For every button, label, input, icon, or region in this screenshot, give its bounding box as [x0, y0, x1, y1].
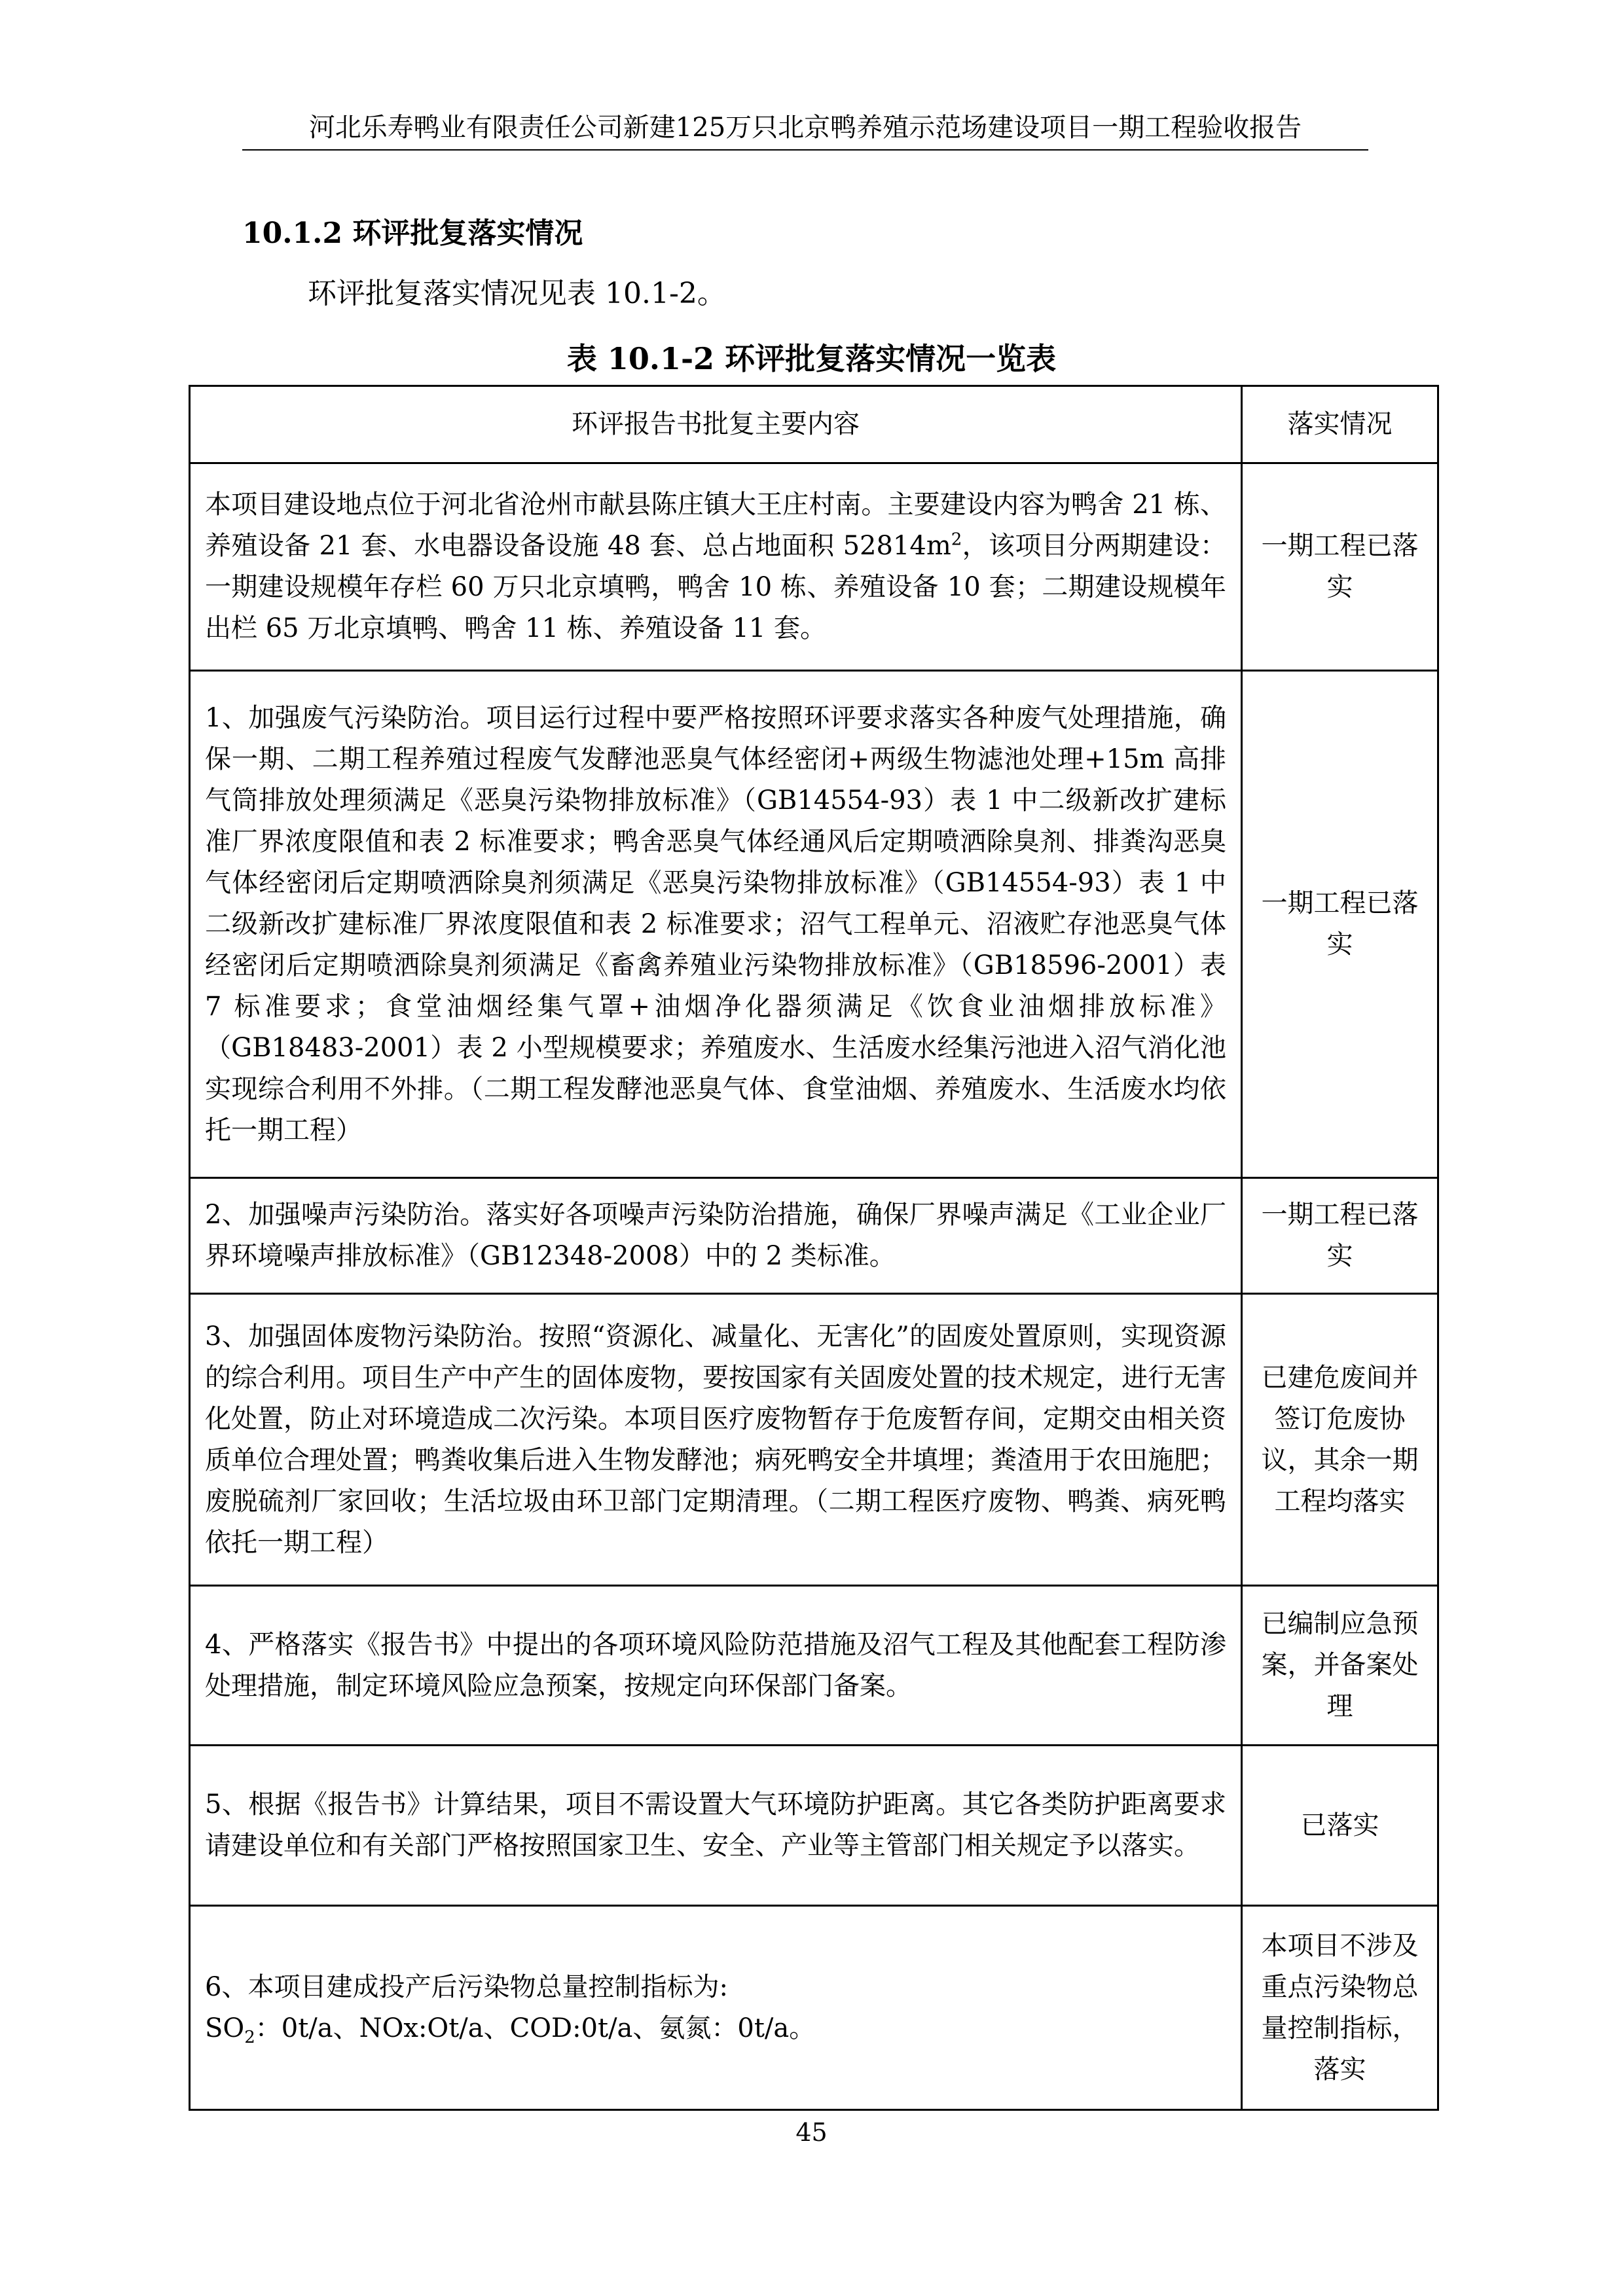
requirement-cell: 2、加强噪声污染防治。落实好各项噪声污染防治措施，确保厂界噪声满足《工业企业厂界环境噪声排放标准》（GB12348-2008）中的 2 类标准。 [190, 1178, 1242, 1294]
intro-paragraph: 环评批复落实情况见表 10.1-2。 [308, 277, 726, 310]
header-divider [242, 149, 1368, 151]
table-row [190, 1178, 1438, 1294]
column-header-status: 落实情况 [1242, 386, 1438, 463]
column-header-requirement: 环评报告书批复主要内容 [190, 386, 1242, 463]
subscript: 2 [244, 2027, 255, 2047]
status-cell: 一期工程已落实 [1242, 463, 1438, 671]
status-cell: 本项目不涉及重点污染物总量控制指标，落实 [1242, 1906, 1438, 2110]
table-row [190, 1746, 1438, 1906]
superscript: 2 [951, 529, 962, 550]
page-number: 45 [795, 2118, 828, 2147]
table-row [190, 1294, 1438, 1586]
quota-values: ：0t/a、NOx:Ot/a、COD:0t/a、氨氮：0t/a。 [255, 2013, 816, 2043]
table-row [190, 463, 1438, 671]
requirement-cell: 3、加强固体废物污染防治。按照“资源化、减量化、无害化”的固废处置原则，实现资源的综合利用。项目生产中产生的固体废物，要按国家有关固废处置的技术规定，进行无害化处置，防止对环境造成二次污染。本项目医疗废物暂存于危废暂存间，定期交由相关资质单位合理处置；鸭粪收集后进入生物发酵池；病死鸭安全井填埋；粪渣用于农田施肥；废脱硫剂厂家回收；生活垃圾由环卫部门定期清理。（二期工程医疗废物、鸭粪、病死鸭依托一期工程） [190, 1294, 1242, 1586]
status-cell: 一期工程已落实 [1242, 671, 1438, 1178]
table-row [190, 1586, 1438, 1746]
status-cell: 已建危废间并签订危废协议，其余一期工程均落实 [1242, 1294, 1438, 1586]
page-header: 河北乐寿鸭业有限责任公司新建125万只北京鸭养殖示范场建设项目一期工程验收报告 [308, 113, 1302, 143]
requirement-text-tail: ，该项目分两期建设：一期建设规模年存栏 60 万只北京填鸭，鸭舍 10 栋、养殖设备 10 套；二期建设规模年出栏 65 万北京填鸭、鸭舍 11 栋、养殖设备 11 套。 [205, 531, 1226, 643]
table-header-row [190, 386, 1438, 463]
table-row [190, 671, 1438, 1178]
status-cell: 已编制应急预案，并备案处理 [1242, 1586, 1438, 1746]
table-title: 表 10.1-2 环评批复落实情况一览表 [566, 341, 1057, 376]
requirement-cell: 1、加强废气污染防治。项目运行过程中要严格按照环评要求落实各种废气处理措施，确保一期、二期工程养殖过程废气发酵池恶臭气体经密闭+两级生物滤池处理+15m 高排气筒排放处理须满足《恶臭污染物排放标准》（GB14554-93）表 1 中二级新改扩建标准厂界浓度限值和表 2 标准要求；鸭舍恶臭气体经通风后定期喷洒除臭剂、排粪沟恶臭气体经密闭后定期喷洒除臭剂须满足《恶臭污染物排放标准》（GB14554-93）表 1 中二级新改扩建标准厂界浓度限值和表 2 标准要求；沼气工程单元、沼液贮存池恶臭气体经密闭后定期喷洒除臭剂须满足《畜禽养殖业污染物排放标准》（GB18596-2001）表 7 标准要求；食堂油烟经集气罩+油烟净化器须满足《饮食业油烟排放标准》（GB18483-2001）表 2 小型规模要求；养殖废水、生活废水经集污池进入沼气消化池实现综合利用不外排。（二期工程发酵池恶臭气体、食堂油烟、养殖废水、生活废水均依托一期工程） [190, 671, 1242, 1178]
status-cell: 一期工程已落实 [1242, 1178, 1438, 1294]
requirement-text-quota [205, 2008, 1226, 2049]
compliance-table [189, 385, 1439, 2111]
requirement-text: 6、本项目建成投产后污染物总量控制指标为: [205, 1971, 728, 2002]
requirement-cell [190, 1906, 1242, 2110]
section-heading: 10.1.2 环评批复落实情况 [242, 217, 583, 250]
requirement-cell [190, 463, 1242, 671]
requirement-cell: 5、根据《报告书》计算结果，项目不需设置大气环境防护距离。其它各类防护距离要求请建设单位和有关部门严格按照国家卫生、安全、产业等主管部门相关规定予以落实。 [190, 1746, 1242, 1906]
requirement-text: 本项目建设地点位于河北省沧州市献县陈庄镇大王庄村南。主要建设内容为鸭舍 21 栋、养殖设备 21 套、水电器设备设施 48 套、总占地面积 52814m [205, 490, 1226, 561]
status-cell: 已落实 [1242, 1746, 1438, 1906]
table-row [190, 1906, 1438, 2110]
requirement-cell: 4、严格落实《报告书》中提出的各项环境风险防范措施及沼气工程及其他配套工程防渗处理措施，制定环境风险应急预案，按规定向环保部门备案。 [190, 1586, 1242, 1746]
quota-prefix: SO [205, 2013, 245, 2043]
